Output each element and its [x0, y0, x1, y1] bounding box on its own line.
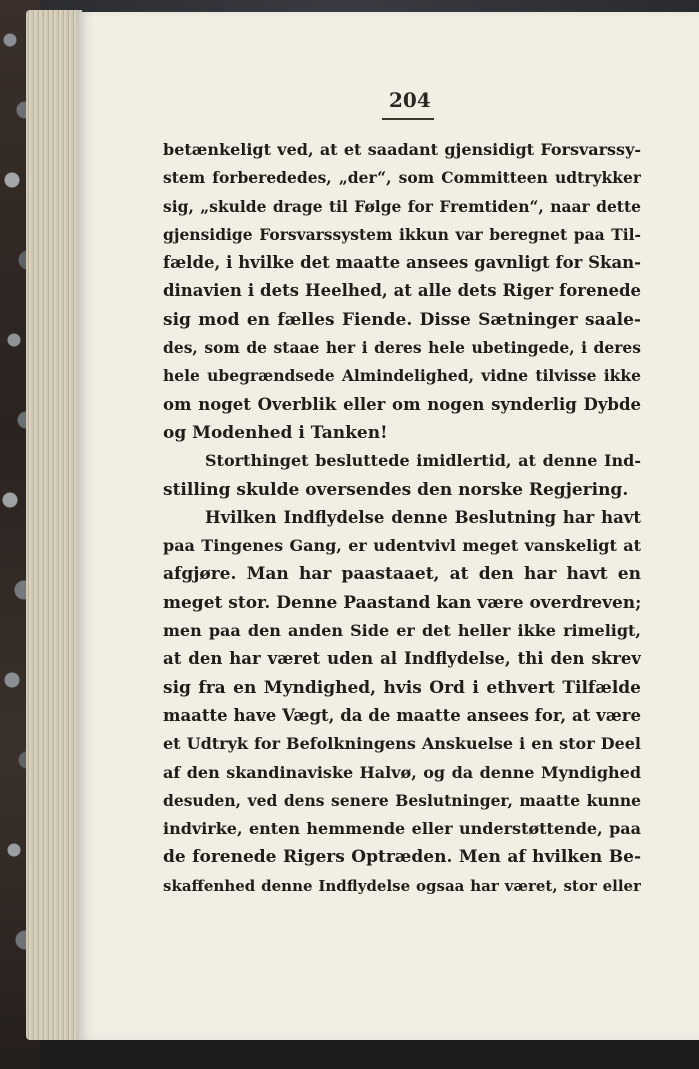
text-line: at den har været uden al Indflydelse, thi den skrev	[163, 649, 641, 669]
text-line: stem forberededes, „der“, som Committeen udtrykker	[163, 168, 641, 188]
text-line: maatte have Vægt, da de maatte ansees for, at være	[163, 705, 641, 725]
text-line: sig, „skulde drage til Følge for Fremtiden“, naar dette	[163, 196, 641, 216]
text-line: betænkeligt ved, at et saadant gjensidigt Forsvarssy-	[163, 140, 641, 159]
text-line: fælde, i hvilke det maatte ansees gavnligt for Skan-	[163, 253, 641, 273]
text-line: et Udtryk for Befolkningens Anskuelse i en stor Deel	[163, 734, 641, 754]
text-line: paa Tingenes Gang, er udentvivl meget vanskeligt at	[163, 536, 641, 556]
text-line: af den skandinaviske Halvø, og da denne Myndighed	[163, 762, 641, 782]
text-line: dinavien i dets Heelhed, at alle dets Riger forenede	[163, 281, 641, 301]
page-edges	[26, 10, 82, 1040]
text-line: om noget Overblik eller om nogen synderlig Dybde	[163, 394, 641, 414]
text-line: gjensidige Forsvarssystem ikkun var beregnet paa Til-	[163, 224, 641, 244]
text-line: afgjøre. Man har paastaaet, at den har havt en	[163, 564, 641, 585]
text-line: og Modenhed i Tanken!	[163, 422, 388, 443]
page-number-rule	[382, 118, 434, 120]
text-line: skaffenhed denne Indflydelse ogsaa har været, stor eller	[163, 876, 641, 895]
body-text	[163, 136, 641, 900]
text-line: sig fra en Myndighed, hvis Ord i ethvert Tilfælde	[163, 677, 641, 698]
text-line: sig mod en fælles Fiende. Disse Sætninger saale-	[163, 309, 641, 330]
text-line: meget stor. Denne Paastand kan være overdreven;	[163, 592, 641, 613]
text-line: des, som de staae her i deres hele ubetingede, i deres	[163, 338, 641, 358]
text-line: stilling skulde oversendes den norske Regjering.	[163, 479, 629, 500]
text-line: indvirke, enten hemmende eller understøttende, paa	[163, 819, 641, 839]
page-number: 204	[389, 88, 431, 112]
text-line: hele ubegrændsede Almindelighed, vidne tilvisse ikke	[163, 366, 641, 386]
text-line: de forenede Rigers Optræden. Men af hvilken Be-	[163, 847, 641, 868]
text-line: desuden, ved dens senere Beslutninger, maatte kunne	[163, 790, 641, 810]
text-line: men paa den anden Side er det heller ikke rimeligt,	[163, 621, 641, 641]
text-line: Hvilken Indflydelse denne Beslutning har havt	[205, 507, 641, 527]
text-line: Storthinget besluttede imidlertid, at denne Ind-	[205, 451, 641, 471]
